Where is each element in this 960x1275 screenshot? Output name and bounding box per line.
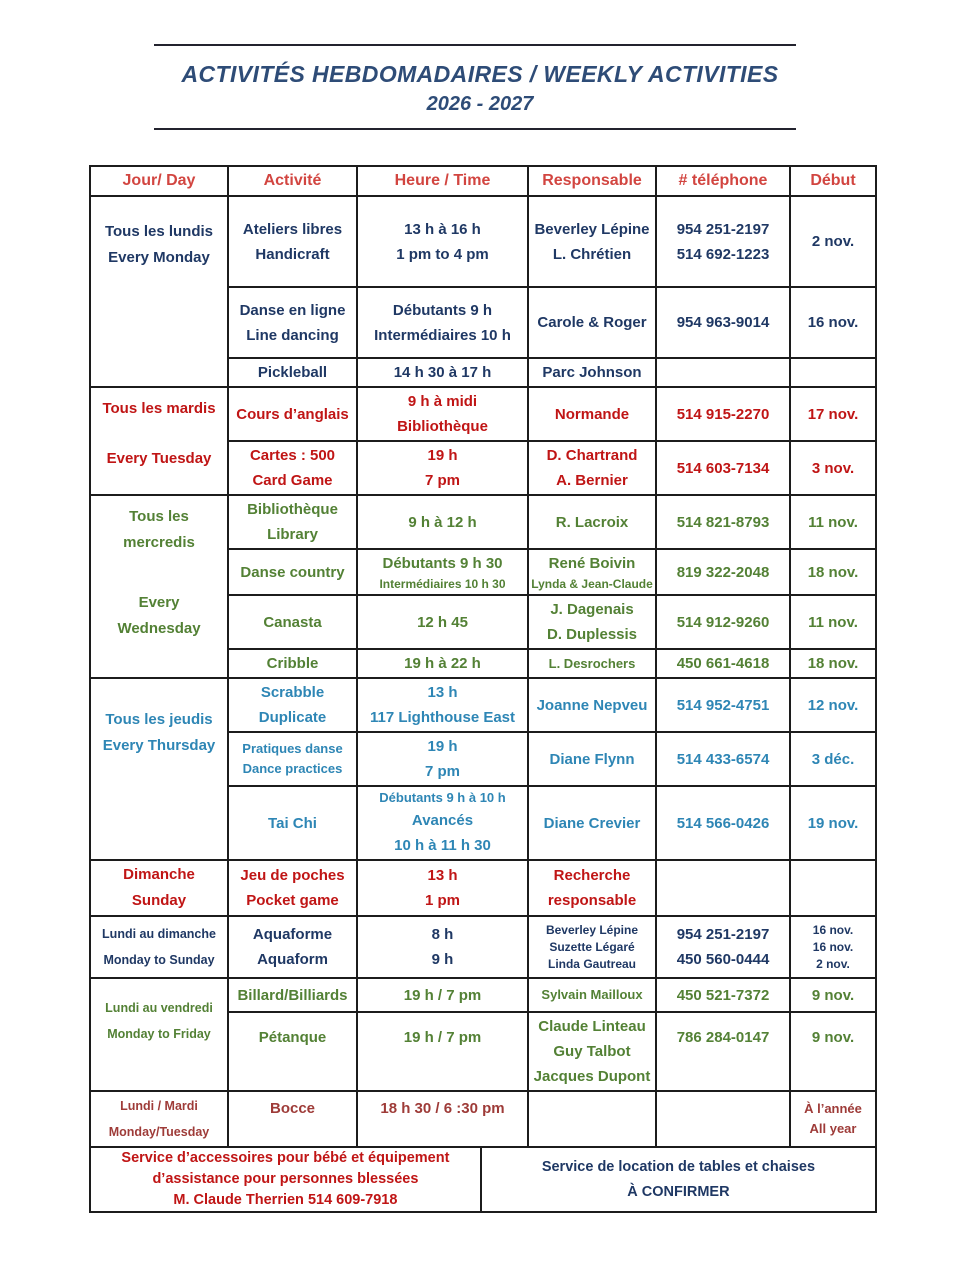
table-row [90, 1091, 876, 1147]
start-line: 2 nov. [811, 233, 855, 250]
start-cell [790, 860, 876, 916]
start-line: 16 nov. [812, 939, 854, 954]
responsable-line: Parc Johnson [542, 364, 642, 381]
responsable-cell [528, 441, 656, 495]
time-cell [357, 196, 528, 287]
responsable-line: L. Chrétien [552, 245, 632, 263]
start-line: 16 nov. [812, 922, 854, 937]
day-line: Monday to Sunday [103, 953, 215, 967]
activity-line: Aquaform [257, 951, 328, 968]
day-line: Every Thursday [102, 737, 216, 754]
activity-line: Card Game [252, 472, 333, 489]
time-line: Intermédiaires 10 h 30 [379, 577, 506, 591]
day-cell-monday-to-sunday [90, 916, 228, 978]
activity-cell [228, 358, 357, 387]
phone-line: 514 915-2270 [676, 405, 770, 423]
time-cell [357, 495, 528, 549]
footer-line: Service d’accessoires pour bébé et équipement [121, 1150, 450, 1166]
start-line: 19 nov. [807, 814, 859, 832]
responsable-cell [528, 786, 656, 860]
start-cell [790, 358, 876, 387]
header-row [90, 166, 876, 196]
table-row [90, 678, 876, 732]
time-cell [357, 860, 528, 916]
phone-line: 954 963-9014 [676, 314, 770, 331]
phone-cell [656, 196, 790, 287]
responsable-line: Carole & Roger [537, 314, 647, 331]
time-line: Débutants 9 h 30 [382, 555, 503, 572]
table-row [90, 495, 876, 549]
activity-cell [228, 441, 357, 495]
page-subtitle: 2026 - 2027 [426, 93, 534, 115]
time-line: 10 h à 11 h 30 [394, 837, 491, 854]
responsable-cell [528, 387, 656, 441]
activity-line: Line dancing [246, 326, 339, 344]
responsable-line: Sylvain Mailloux [541, 987, 643, 1002]
footer-line: Service de location de tables et chaises [541, 1158, 816, 1175]
time-line: 19 h [427, 447, 458, 464]
start-line: 9 nov. [811, 986, 855, 1004]
table-row [90, 916, 876, 978]
responsable-line: Lynda & Jean-Claude [531, 577, 653, 591]
responsable-line: Diane Flynn [549, 750, 635, 768]
activity-line: Handicraft [255, 245, 330, 263]
activity-line: Cribble [266, 655, 319, 672]
responsable-cell [528, 978, 656, 1012]
phone-line: 514 566-0426 [676, 814, 770, 832]
header-cell-responsable: Responsable [528, 166, 656, 196]
day-cell-thursday [90, 678, 228, 860]
responsable-line: R. Lacroix [555, 513, 629, 531]
day-line: Tous les lundis [104, 223, 214, 240]
start-cell [790, 732, 876, 786]
phone-cell [656, 549, 790, 595]
footer-line: À CONFIRMER [627, 1183, 730, 1200]
day-line: Sunday [131, 892, 187, 909]
header-cell-debut: Début [790, 166, 876, 196]
footer-line: M. Claude Therrien 514 609-7918 [173, 1192, 398, 1208]
start-cell [790, 287, 876, 358]
start-line: 11 nov. [808, 613, 858, 631]
phone-cell [656, 287, 790, 358]
activity-cell [228, 287, 357, 358]
day-line: Monday/Tuesday [108, 1125, 210, 1139]
activity-line: Duplicate [258, 709, 327, 726]
responsable-line: Jacques Dupont [533, 1068, 651, 1085]
activity-line: Cours d’anglais [236, 405, 349, 423]
responsable-line: Normande [554, 405, 630, 423]
activity-cell [228, 678, 357, 732]
activities-table [89, 165, 877, 1213]
activity-line: Pocket game [246, 892, 339, 909]
activity-cell [228, 196, 357, 287]
time-line: 7 pm [424, 472, 460, 489]
start-cell [790, 196, 876, 287]
phone-cell [656, 678, 790, 732]
responsable-cell [528, 358, 656, 387]
day-line: Tous les jeudis [105, 711, 213, 728]
responsable-cell [528, 595, 656, 649]
footer-row [90, 1147, 876, 1212]
responsable-cell [528, 678, 656, 732]
time-line: 8 h [431, 926, 454, 943]
responsable-line: responsable [547, 892, 637, 909]
title-divider-top [154, 44, 796, 46]
phone-cell [656, 441, 790, 495]
activity-line: Pratiques danse [242, 741, 343, 756]
day-line: mercredis [123, 534, 195, 551]
phone-line: 450 560-0444 [676, 951, 770, 968]
time-cell [357, 1012, 528, 1091]
day-line: Every Tuesday [106, 450, 212, 467]
responsable-line: J. Dagenais [550, 601, 634, 618]
phone-line: 954 251-2197 [676, 926, 770, 943]
start-line: 3 nov. [811, 459, 855, 477]
responsable-line: D. Duplessis [546, 626, 638, 643]
time-line: 7 pm [424, 763, 460, 780]
start-cell [790, 649, 876, 678]
start-cell [790, 786, 876, 860]
day-cell-wednesday [90, 495, 228, 678]
time-line: 19 h / 7 pm [403, 1029, 482, 1046]
phone-line: 514 433-6574 [676, 750, 770, 768]
time-line: 19 h / 7 pm [403, 986, 482, 1004]
start-line: 18 nov. [807, 655, 859, 672]
time-line: 1 pm [424, 892, 460, 909]
responsable-cell [528, 916, 656, 978]
start-line: À l’année [804, 1101, 862, 1116]
activity-line: Danse en ligne [239, 301, 346, 319]
phone-cell [656, 786, 790, 860]
activity-cell [228, 916, 357, 978]
phone-cell [656, 387, 790, 441]
phone-cell [656, 595, 790, 649]
time-cell [357, 387, 528, 441]
start-line: All year [809, 1121, 857, 1136]
time-line: 1 pm to 4 pm [396, 245, 489, 263]
phone-line: 819 322-2048 [676, 563, 770, 581]
start-cell [790, 441, 876, 495]
time-cell [357, 916, 528, 978]
time-line: 117 Lighthouse East [369, 709, 516, 726]
page-title: ACTIVITÉS HEBDOMADAIRES / WEEKLY ACTIVITIES [181, 61, 779, 87]
footer-cell [90, 1147, 876, 1212]
day-line: Lundi / Mardi [120, 1099, 198, 1113]
day-line: Lundi au vendredi [105, 1001, 213, 1015]
time-cell [357, 358, 528, 387]
footer-line: d’assistance pour personnes blessées [152, 1171, 419, 1187]
activity-cell [228, 549, 357, 595]
start-line: 17 nov. [807, 405, 859, 423]
responsable-line: Beverley Lépine [534, 220, 650, 238]
time-cell [357, 786, 528, 860]
time-line: 13 h à 16 h [404, 220, 481, 238]
time-line: 13 h [427, 684, 458, 701]
table-row [90, 196, 876, 287]
activity-cell [228, 786, 357, 860]
time-cell [357, 549, 528, 595]
day-line: Every Monday [108, 249, 210, 266]
time-line: 9 h à midi [407, 393, 478, 410]
time-line: 13 h [427, 867, 458, 884]
start-cell [790, 916, 876, 978]
footer-left [91, 1148, 482, 1211]
activity-line: Canasta [263, 613, 322, 631]
activity-line: Jeu de poches [240, 867, 345, 884]
activity-line: Library [267, 526, 318, 543]
day-line: Every [138, 594, 180, 611]
phone-cell [656, 1091, 790, 1147]
time-cell [357, 649, 528, 678]
day-cell-monday-tuesday [90, 1091, 228, 1147]
responsable-line: Suzette Légaré [549, 939, 635, 954]
time-line: 9 h à 12 h [408, 513, 477, 531]
start-line: 18 nov. [807, 563, 859, 581]
phone-cell [656, 732, 790, 786]
phone-cell [656, 358, 790, 387]
footer-right [482, 1148, 875, 1211]
phone-line: 514 912-9260 [676, 613, 770, 631]
activity-cell [228, 732, 357, 786]
responsable-line: René Boivin [548, 555, 636, 572]
day-cell-sunday [90, 860, 228, 916]
responsable-cell [528, 196, 656, 287]
activity-line: Dance practices [242, 761, 343, 776]
start-cell [790, 495, 876, 549]
phone-cell [656, 860, 790, 916]
activity-line: Aquaforme [252, 926, 333, 943]
header-cell-activite: Activité [228, 166, 357, 196]
start-cell [790, 678, 876, 732]
responsable-cell [528, 732, 656, 786]
responsable-cell [528, 287, 656, 358]
header-cell-jour-day: Jour/ Day [90, 166, 228, 196]
day-line: Wednesday [117, 620, 201, 637]
time-cell [357, 287, 528, 358]
responsable-cell [528, 860, 656, 916]
responsable-cell [528, 549, 656, 595]
time-cell [357, 1091, 528, 1147]
responsable-line: Joanne Nepveu [536, 696, 648, 714]
responsable-line: Claude Linteau [538, 1018, 646, 1035]
start-cell [790, 1012, 876, 1091]
time-line: 12 h 45 [417, 613, 468, 631]
activity-cell [228, 387, 357, 441]
phone-cell [656, 649, 790, 678]
title-divider-bottom [154, 128, 796, 130]
table-row [90, 860, 876, 916]
responsable-cell [528, 495, 656, 549]
phone-cell [656, 495, 790, 549]
responsable-cell [528, 649, 656, 678]
activity-line: Bibliothèque [247, 501, 338, 518]
responsable-line: Recherche [553, 867, 631, 884]
phone-line: 786 284-0147 [676, 1029, 770, 1046]
page [0, 44, 960, 1213]
header-cell-telephone: # téléphone [656, 166, 790, 196]
responsable-line: D. Chartrand [546, 447, 638, 464]
time-line: 14 h 30 à 17 h [393, 364, 492, 381]
activity-line: Pickleball [257, 364, 328, 381]
responsable-line: L. Desrochers [548, 655, 636, 671]
activity-line: Billard/Billiards [237, 986, 348, 1004]
day-line: Lundi au dimanche [102, 927, 216, 941]
time-line: 9 h [431, 951, 454, 968]
responsable-cell [528, 1091, 656, 1147]
activity-line: Cartes : 500 [249, 447, 336, 464]
start-cell [790, 1091, 876, 1147]
activity-cell [228, 1091, 357, 1147]
activity-cell [228, 595, 357, 649]
time-line: 18 h 30 / 6 :30 pm [380, 1100, 505, 1117]
time-line: Intermédiaires 10 h [374, 326, 511, 344]
day-line: Tous les [129, 508, 189, 525]
start-line: 11 nov. [808, 513, 858, 531]
time-cell [357, 441, 528, 495]
phone-line: 450 521-7372 [676, 986, 770, 1004]
activity-cell [228, 649, 357, 678]
responsable-line: Guy Talbot [553, 1043, 631, 1060]
activity-cell [228, 495, 357, 549]
day-line: Monday to Friday [107, 1027, 211, 1041]
time-line: Débutants 9 h [392, 301, 493, 319]
day-cell-tuesday [90, 387, 228, 495]
responsable-line: Diane Crevier [543, 814, 641, 832]
day-line: Tous les mardis [102, 400, 216, 417]
activity-line: Bocce [269, 1100, 316, 1117]
activity-line: Scrabble [260, 684, 325, 701]
responsable-line: Linda Gautreau [547, 956, 636, 971]
activity-line: Danse country [240, 563, 345, 581]
time-cell [357, 978, 528, 1012]
start-cell [790, 387, 876, 441]
phone-line: 450 661-4618 [676, 655, 770, 672]
start-line: 12 nov. [807, 696, 859, 714]
day-cell-monday [90, 196, 228, 387]
time-line: Bibliothèque [397, 418, 488, 435]
start-line: 9 nov. [811, 1029, 855, 1046]
day-line: Dimanche [123, 866, 195, 883]
phone-line: 514 952-4751 [676, 696, 770, 714]
activity-cell [228, 1012, 357, 1091]
start-cell [790, 978, 876, 1012]
phone-line: 954 251-2197 [676, 220, 770, 238]
phone-cell [656, 1012, 790, 1091]
time-line: Débutants 9 h à 10 h [379, 790, 506, 805]
activity-line: Ateliers libres [242, 220, 343, 238]
start-cell [790, 549, 876, 595]
phone-cell [656, 978, 790, 1012]
start-line: 3 déc. [811, 750, 855, 768]
phone-line: 514 821-8793 [676, 513, 770, 531]
responsable-cell [528, 1012, 656, 1091]
activity-line: Tai Chi [268, 814, 317, 832]
time-line: Avancés [411, 812, 474, 829]
activity-line: Pétanque [258, 1029, 327, 1046]
phone-line: 514 692-1223 [676, 245, 770, 263]
phone-line: 514 603-7134 [676, 459, 770, 477]
header-cell-heure-time: Heure / Time [357, 166, 528, 196]
phone-cell [656, 916, 790, 978]
responsable-line: Beverley Lépine [545, 922, 639, 937]
time-line: 19 h [427, 738, 458, 755]
activity-cell [228, 860, 357, 916]
time-cell [357, 732, 528, 786]
table-row [90, 387, 876, 441]
day-cell-monday-to-friday [90, 978, 228, 1091]
time-cell [357, 678, 528, 732]
start-cell [790, 595, 876, 649]
start-line: 16 nov. [807, 314, 859, 331]
time-line: 19 h à 22 h [404, 655, 481, 672]
time-cell [357, 595, 528, 649]
activity-cell [228, 978, 357, 1012]
start-line: 2 nov. [816, 956, 850, 971]
responsable-line: A. Bernier [556, 472, 628, 489]
table-row [90, 978, 876, 1012]
